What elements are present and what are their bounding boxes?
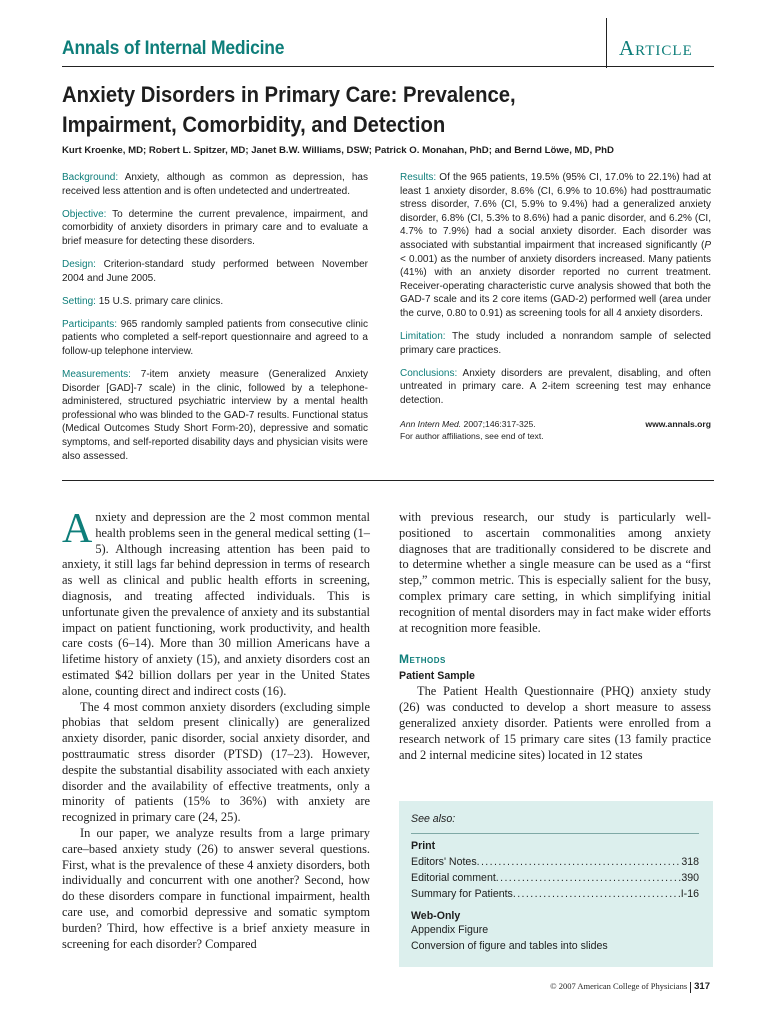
body-paragraph: In our paper, we analyze results from a large primary care–based anxiety study (26) to answer several questions. First, what is the prevalence of these 4 anxiety disorders, both individually and concurrent with one another? Second, how do these disorders compare in functional impairment, health care use, and comorbid depressive and somatic symptom burden? Third, how effective is a brief anxiety measure in screening for each disorder? Compared [62,825,370,951]
author-list: Kurt Kroenke, MD; Robert L. Spitzer, MD; Janet B.W. Williams, DSW; Patrick O. Monahan, PhD; and Bernd Löwe, MD, PhD [62,145,614,156]
item-label: Editorial comment [411,872,496,884]
abstract-label: Measurements: [62,369,131,381]
abstract-right-column [400,171,711,442]
body-paragraph [62,506,370,700]
journal-name: Annals of Internal Medicine [62,38,285,59]
abstract-label: Design: [62,258,96,270]
abstract-text: Criterion-standard study performed between November 2004 and June 2005. [62,258,368,284]
subsection-heading: Patient Sample [399,670,475,683]
print-heading: Print [411,840,436,852]
drop-cap: A [62,506,93,552]
item-label: Summary for Patients [411,888,513,900]
print-item-summary-for-patients[interactable] [411,886,699,902]
see-also-divider [411,833,699,834]
abstract-label: Conclusions: [400,367,458,379]
abstract-rule [62,480,714,481]
body-paragraph: with previous research, our study is particularly well-positioned to ascertain commonalities among anxiety diagnoses that are traditionally considered to be discrete and to determine whether a single measure can be used as a “first step,” common metric. This is especially salient for the busy, complex primary care setting, in which simplifying initial recognition of mental disorders may in fact make wider efforts at recognition more feasible. [399,510,711,635]
see-also-title: See also: [411,813,456,825]
abstract-measurements [62,368,368,463]
section-heading: Methods [399,652,446,667]
abstract-label: Limitation: [400,331,446,343]
abstract-text: Of the 965 patients, 19.5% (95% CI, 17.0% to 22.1%) had at least 1 anxiety disorder, 8.6% (CI, 6.9% to 10.6%) had posttraumatic stress disorder, 7.6% (CI, 5.9% to 9.4%) had a generalized anxiety disorder, 6.8% (CI, 5.3% to 8.6%) had a panic disorder, and 6.2% (CI, 4.7% to 7.9%) had a social anxiety disorder. Each disorder was associated with substantial impairment that increased significantly ( [400,172,711,251]
abstract-text: The study included a nonrandom sample of selected primary care practices. [400,331,711,356]
abstract-left-column [62,171,368,473]
article-type-tag: Article [619,36,693,60]
item-label: Editors' Notes [411,856,477,868]
abstract-text: Anxiety disorders are prevalent, disabling, and often untreated in primary care. A 2-item screening test may enhance detection. [400,367,711,406]
abstract-label: Background: [62,172,119,183]
body-right-column [399,510,711,763]
web-only-heading: Web-Only [411,910,461,922]
abstract-text: 965 randomly sampled patients from consecutive clinic patients who completed a self-report questionnaire and agreed to a follow-up telephone interview. [62,318,368,357]
item-page: I-16 [680,888,699,900]
abstract-text: Anxiety, although as common as depression, has received less attention and is often undetected and undertreated. [62,172,368,197]
citation [400,418,536,431]
abstract-objective [62,208,368,249]
copyright: © 2007 American College of Physicians [550,981,688,991]
body-paragraph: The 4 most common anxiety disorders (excluding simple phobias that seldom present clinically) are generalized anxiety disorder, panic disorder, social anxiety disorder, and posttraumatic stress disorder (PTSD) (17–23). However, despite the substantial disability associated with each anxiety disorder and the availability of effective treatments, only a minority of patients (15% to 36%) with anxiety are recognized in primary care (24, 25). [62,699,370,825]
leader-dots [477,854,682,870]
body-left-column [62,506,370,952]
abstract-setting [62,295,368,309]
p-value-symbol: P [704,239,711,251]
abstract-background [62,171,368,198]
citation-journal: Ann Intern Med. [400,418,462,429]
footer-divider [690,982,691,993]
abstract-label: Objective: [62,208,107,220]
abstract-text: To determine the current prevalence, impairment, and comorbidity of anxiety disorders in primary care and to evaluate a brief measure for detecting these disorders. [62,208,368,247]
abstract-conclusions [400,367,711,408]
citation-details: 2007;146:317-325. [461,418,536,429]
affiliations-note: For author affiliations, see end of text. [400,431,544,441]
leader-dots [496,870,682,886]
print-item-editorial-comment[interactable] [411,870,699,886]
page-number: 317 [694,981,710,992]
citation-row [400,418,711,431]
see-also-box [399,801,713,967]
web-item-appendix-figure[interactable]: Appendix Figure [411,924,489,936]
website-link[interactable]: www.annals.org [645,418,711,429]
paragraph-text: nxiety and depression are the 2 most common mental health problems seen in the general medical setting (1–5). Although increasing attention has been paid to anxiety, it still lags far behind depression in terms of research as well as clinical and public health efforts in screening, diagnosis, and treating affected individuals. This is unfortunate given the prevalence of anxiety and its substantial impact on patient functioning, work productivity, and health care costs (6–14). More than 30 million Americans have a lifetime history of anxiety (15), and anxiety disorders cost an estimated $42 billion dollars per year in the United States alone, counting direct and indirect costs (16). [62,510,370,698]
leader-dots [513,886,681,902]
abstract-label: Participants: [62,318,118,330]
abstract-text: 15 U.S. primary care clinics. [95,295,224,307]
header-rule [62,66,714,67]
abstract-label: Results: [400,172,437,183]
abstract-results [400,171,711,321]
abstract-participants [62,318,368,359]
abstract-limitation [400,330,711,357]
item-page: 390 [681,872,699,884]
header-divider [606,18,607,68]
abstract-text: < 0.001) as the number of anxiety disorders increased. Many patients (41%) with an anxiety disorder reported no current treatment. Receiver-operating characteristic curve analysis showed that both the GAD-7 scale and its 2 core items (GAD-2) performed well (area under the curve, 0.80 to 0.91) as screening tools for all 4 anxiety disorders. [400,253,711,319]
body-paragraph: The Patient Health Questionnaire (PHQ) anxiety study (26) was conducted to develop a short measure to assess generalized anxiety disorder. Patients were enrolled from a research network of 15 primary care sites (13 family practice and 2 internal medicine sites) located in 12 states [399,684,711,762]
item-page: 318 [681,856,699,868]
web-item-slides[interactable]: Conversion of figure and tables into slides [411,939,608,952]
abstract-text: 7-item anxiety measure (Generalized Anxiety Disorder [GAD]-7 scale) in the clinic, followed by a telephone-administered, structured psychiatric interview by a mental health professional who was blinded to the GAD-7 results. Functional status (Medical Outcomes Study Short Form-20), depressive and somatic symptoms, and self-reported disability days and physician visits were also assessed. [62,369,368,462]
print-item-editors-notes[interactable] [411,854,699,870]
abstract-label: Setting: [62,295,96,307]
page-footer [500,981,710,993]
article-title: Anxiety Disorders in Primary Care: Prevalence, Impairment, Comorbidity, and Detection [62,82,516,137]
abstract-design [62,258,368,285]
